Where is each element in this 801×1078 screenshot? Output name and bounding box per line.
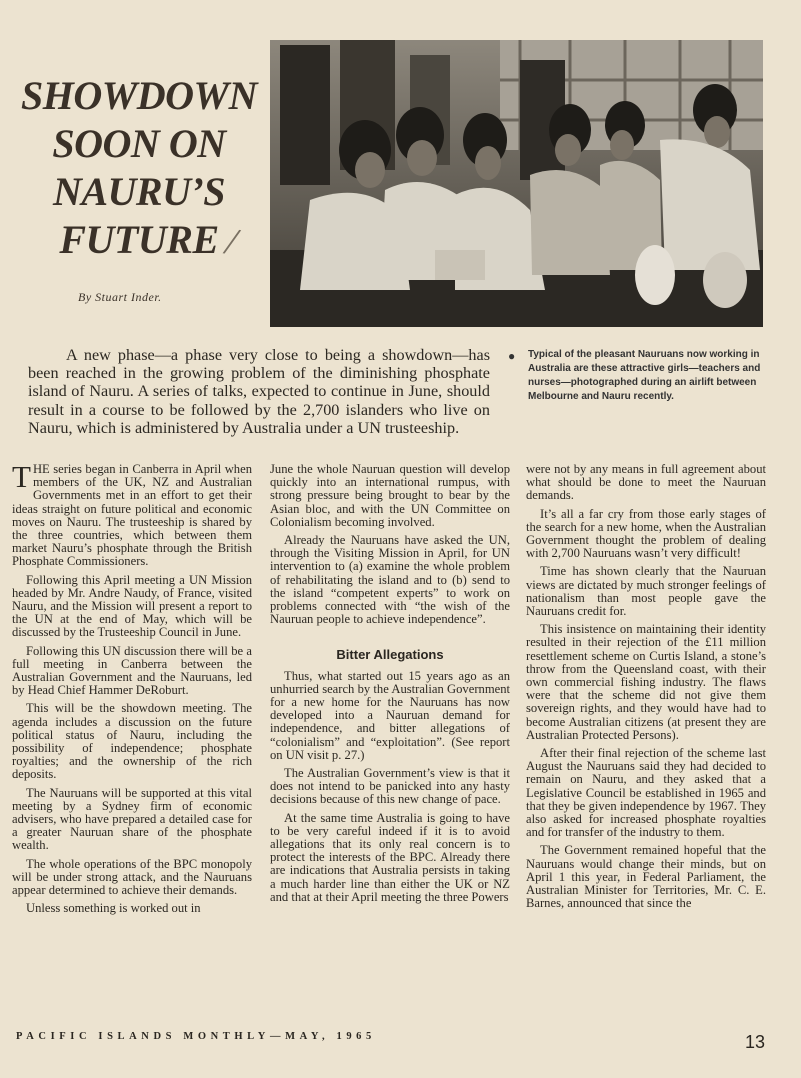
paragraph: At the same time Australia is going to have to be very careful indeed if it is to avoid allegations that its only real concern is to protect the interests of the BPC. Already there are indications that Australia persists in taking a much harder line than either the UK or NZ and that at their April meeting the three Powers [270,810,510,904]
photo-nauruan-girls [270,40,763,327]
drop-cap: T [12,459,31,494]
article-column-2 [270,463,510,909]
paragraph: THE series began in Canberra in April when members of the UK, NZ and Australian Governments met in an effort to get their ideas straight on future political and economic moves on Nauru. The trusteeship is shared by the three countries, which between them market Nauru’s phosphate through the British Phosphate Commissioners. [12,459,252,569]
paragraph: Thus, what started out 15 years ago as an unhurried search by the Australian Government for a new home for the Nauruans has now developed into a Nauruan demand for independence, and bitter allegations of “colonialism” and “exploitation”. (See report on UN visit p. 27.) [270,668,510,762]
headline-line-4: FUTURE [59,217,219,262]
paragraph: Already the Nauruans have asked the UN, through the Visiting Mission in April, for UN intervention to (a) examine the whole problem of rehabilitating the island and to (b) send to the island “competent experts” to work on problems connected with “the wish of the Nauruan people to achieve independence”. [270,533,510,627]
paragraph: This insistence on maintaining their identity resulted in their rejection of the £11 million resettlement scheme on Curtis Island, a stone’s throw from the Queensland coast, with their own commercial fishing industry. The flaws were that the scheme did not give them sovereign rights, and they would have had to become Australian citizens (at present they are Australian Protected Persons). [526,622,766,742]
paragraph: Following this April meeting a UN Mission headed by Mr. Andre Naudy, of France, visited Nauru, and the Mission will present a report to the UN at the end of May, which will be discussed by the Trusteeship Council in June. [12,572,252,640]
paragraph: The Government remained hopeful that the Nauruans would change their minds, but on April 1 this year, in Federal Parliament, the Australian Minister for Territories, Mr. C. E. Barnes, announced that since the [526,843,766,911]
photo-illustration [270,40,763,327]
photo-caption-text: Typical of the pleasant Nauruans now working in Australia are these attractive girls—teachers and nurses—photographed during an airlift between Melbourne and Nauru recently. [528,349,761,402]
paragraph: Time has shown clearly that the Nauruan views are dictated by much stronger feelings of nationalism than most people gave the Nauruans credit for. [526,564,766,619]
paragraph: It’s all a far cry from those early stages of the search for a new home, when the Australian Government thought the problem of dealing with 2,700 Nauruans wasn’t very difficult! [526,506,766,561]
footer-running-title: PACIFIC ISLANDS MONTHLY—MAY, 1965 [16,1031,376,1042]
intro-text: A new phase—a phase very close to being a showdown—has been reached in the growing problem of the diminishing phosphate island of Nauru. A series of talks, expected to continue in June, should result in a course to be followed by the 2,700 islanders who live on Nauru, which is administered by Australia under a UN trusteeship. [28,346,490,437]
article-column-3 [526,463,766,916]
paragraph: This will be the showdown meeting. The agenda includes a discussion on the future political status of Nauru, including the possibility of independence; phosphate royalties; and the ownership of the rich deposits. [12,701,252,782]
paragraph: Unless something is worked out in [26,901,201,916]
paragraph: June the whole Nauruan question will develop quickly into an international rumpus, with strong pressure being brought to bear by the Asian bloc, and with the UN Committee on Colonialism becoming involved. [270,462,510,529]
paragraph: The Australian Government’s view is that it does not intend to be panicked into any hasty decisions because of this new change of pace. [270,766,510,807]
page-number: 13 [745,1032,766,1052]
byline: By Stuart Inder. [78,290,162,304]
paragraph: Following this UN discussion there will be a full meeting in Canberra between the Australian Government and the Nauruans, led by Head Chief Hammer DeRoburt. [12,643,252,698]
bullet-icon: ● [508,349,516,363]
paragraph: The whole operations of the BPC monopoly will be under strong attack, and the Nauruans appear determined to achieve their demands. [12,856,252,898]
headline-line-3: NAURU’S [52,169,226,214]
headline-line-2: SOON ON [52,121,226,166]
paragraph: The Nauruans will be supported at this vital meeting by a Sydney firm of economic advisers, who have prepared a detailed case for a greater Nauruan share of the phosphate wealth. [12,785,252,853]
paragraph: After their final rejection of the scheme last August the Nauruans said they had decided to remain on Nauru, and they asked that a Legislative Council be established in 1965 and that they be given independence by 1967. They also asked for increased phosphate royalties and for transfer of the industry to them. [526,746,766,840]
headline-line-1: SHOWDOWN [20,73,258,118]
pen-tick-mark: / [223,220,240,264]
paragraph: were not by any means in full agreement about what should be done to meet the Nauruan demands. [526,462,766,503]
subheading: Bitter Allegations [336,647,444,663]
intro-paragraph [28,346,490,437]
article-column-1 [12,459,252,921]
photo-caption [508,348,768,404]
